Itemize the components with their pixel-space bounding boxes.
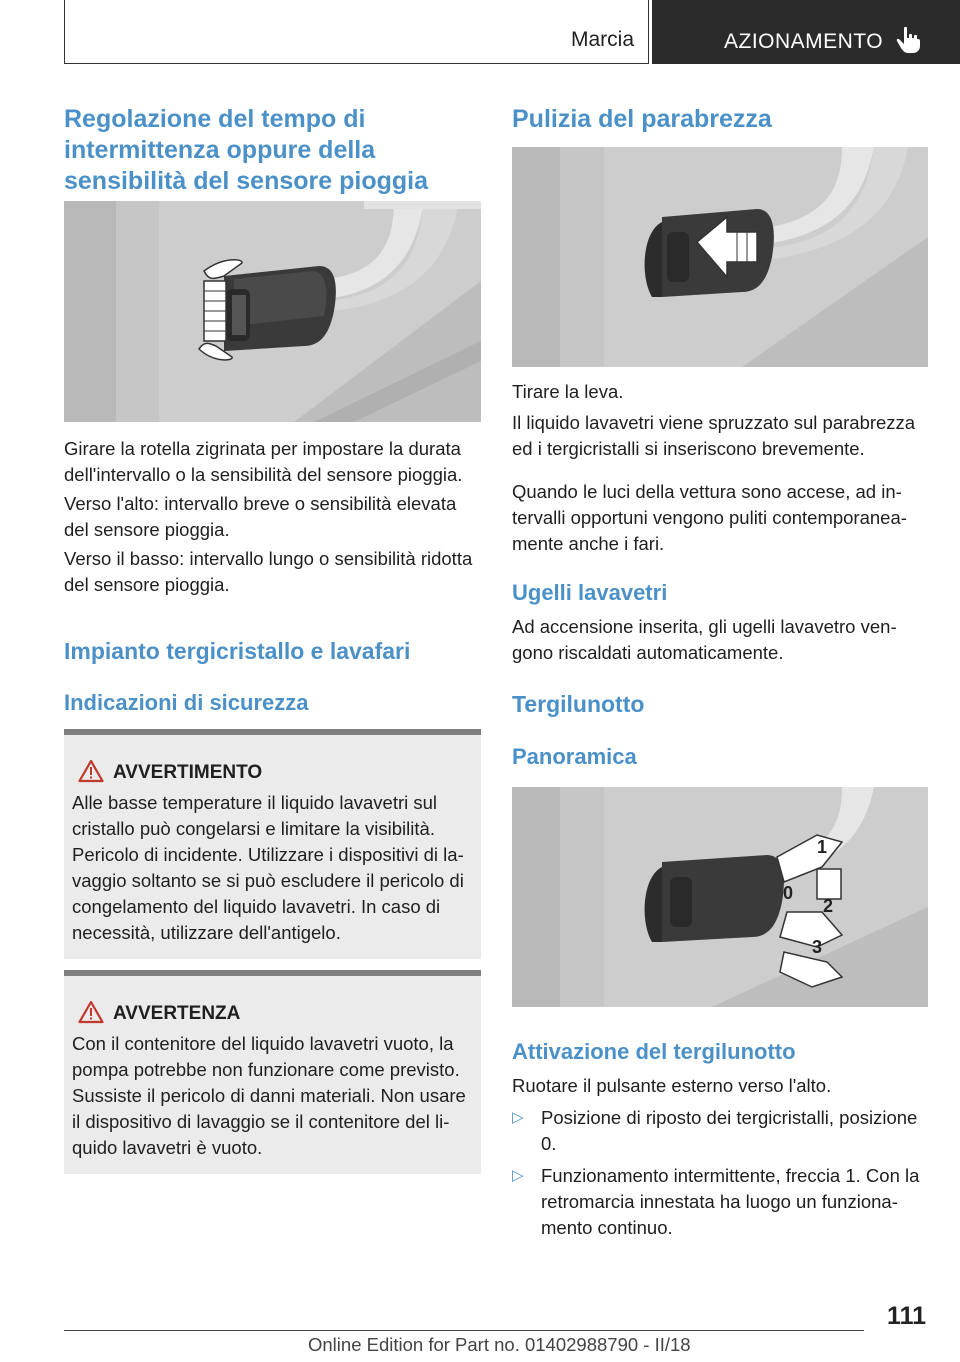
bullet-triangle-icon: ▷ [512,1167,524,1184]
hand-pointer-icon [896,26,922,54]
figure-label-0: 0 [783,883,794,903]
warning-box-empty-reservoir [64,970,481,1174]
figure-label-3: 3 [812,937,823,957]
paragraph-upward: Verso l'alto: intervallo breve o sensibilità elevata del sensore pioggia. [64,493,457,540]
wiper-lever-wheel-illustration [64,201,481,422]
bullet-triangle-icon: ▷ [512,1109,524,1126]
header-chapter-label: AZIONAMENTO [724,30,884,53]
page-number: 111 [887,1302,926,1330]
rear-wiper-illustration [512,787,928,1007]
header-section-tab [64,0,649,64]
list-item-text: Posizione di riposto dei tergicristalli, posizione 0. [541,1107,918,1154]
warning-triangle-icon [78,1000,104,1024]
figure-label-1: 1 [817,837,828,857]
heading-wiper-system: Impianto tergicristallo e lavafari [64,638,411,664]
wiper-lever-pull-illustration [512,147,928,367]
header-section-label: Marcia [570,28,634,51]
paragraph-rotate-outer-button: Ruotare il pulsante esterno verso l'alto. [512,1075,832,1096]
paragraph-nozzles-heated: Ad accensione inserita, gli ugelli lavavetro vengono riscaldati automaticamente. [512,616,897,663]
figure-rear-wiper-positions [512,787,928,1007]
heading-washer-nozzles: Ugelli lavavetri [512,580,668,605]
paragraph-washer-sprayed: Il liquido lavavetri viene spruzzato sul parabrezza ed i tergicristalli si inseriscono brevemente. [512,412,916,459]
heading-activate-rear-wiper: Attivazione del tergilunotto [512,1039,796,1064]
heading-rear-wiper: Tergilunotto [512,691,645,717]
warning-text: Alle basse temperature il liquido lavavetri sul cristallo può congelarsi e limitare la visibilità. Pericolo di incidente. Utilizzare i dispositivi di lavaggio soltanto se si può escludere il pericolo di congelamento del liquido lavavetri. In caso di necessità, utilizzare dell'antigelo. [72,792,464,943]
warning-text: Con il contenitore del liquido lavavetri vuoto, la pompa potrebbe non funzionare come previsto. Sussiste il pericolo di danni materiali. Non usare il dispositivo di lavaggio se il contenitore del liquido lavavetri è vuoto. [72,1033,466,1158]
heading-safety-notes: Indicazioni di sicurezza [64,690,309,715]
warning-box-frost [64,729,481,959]
list-item-text: Funzionamento intermittente, freccia 1. Con la retromarcia innestata ha luogo un funzionamento continuo. [541,1165,920,1238]
heading-interval-adjustment: Regolazione del tempo di intermittenza oppure della sensibilità del sensore pioggia [64,105,428,195]
warning-title: AVVERTIMENTO [113,762,263,783]
heading-windshield-cleaning: Pulizia del parabrezza [512,105,772,133]
footer-edition: Online Edition for Part no. 01402988790 - II/18 [308,1334,691,1355]
figure-wiper-lever-wheel [64,201,481,422]
header-chapter-tab [652,0,960,64]
warning-title: AVVERTENZA [113,1003,241,1024]
paragraph-pull-lever: Tirare la leva. [512,381,624,402]
paragraph-headlights-cleaned: Quando le luci della vettura sono accese, ad intervalli opportuni vengono puliti contemporaneamente anche i fari. [512,481,907,554]
paragraph-downward: Verso il basso: intervallo lungo o sensibilità ridotta del sensore pioggia. [64,548,473,595]
footer-divider [64,1330,864,1331]
warning-triangle-icon [78,759,104,783]
figure-label-2: 2 [823,896,834,916]
heading-overview: Panoramica [512,744,637,769]
paragraph-rotate-wheel: Girare la rotella zigrinata per impostare la durata dell'intervallo o la sensibilità del sensore pioggia. [64,438,463,485]
figure-wiper-lever-pull [512,147,928,367]
